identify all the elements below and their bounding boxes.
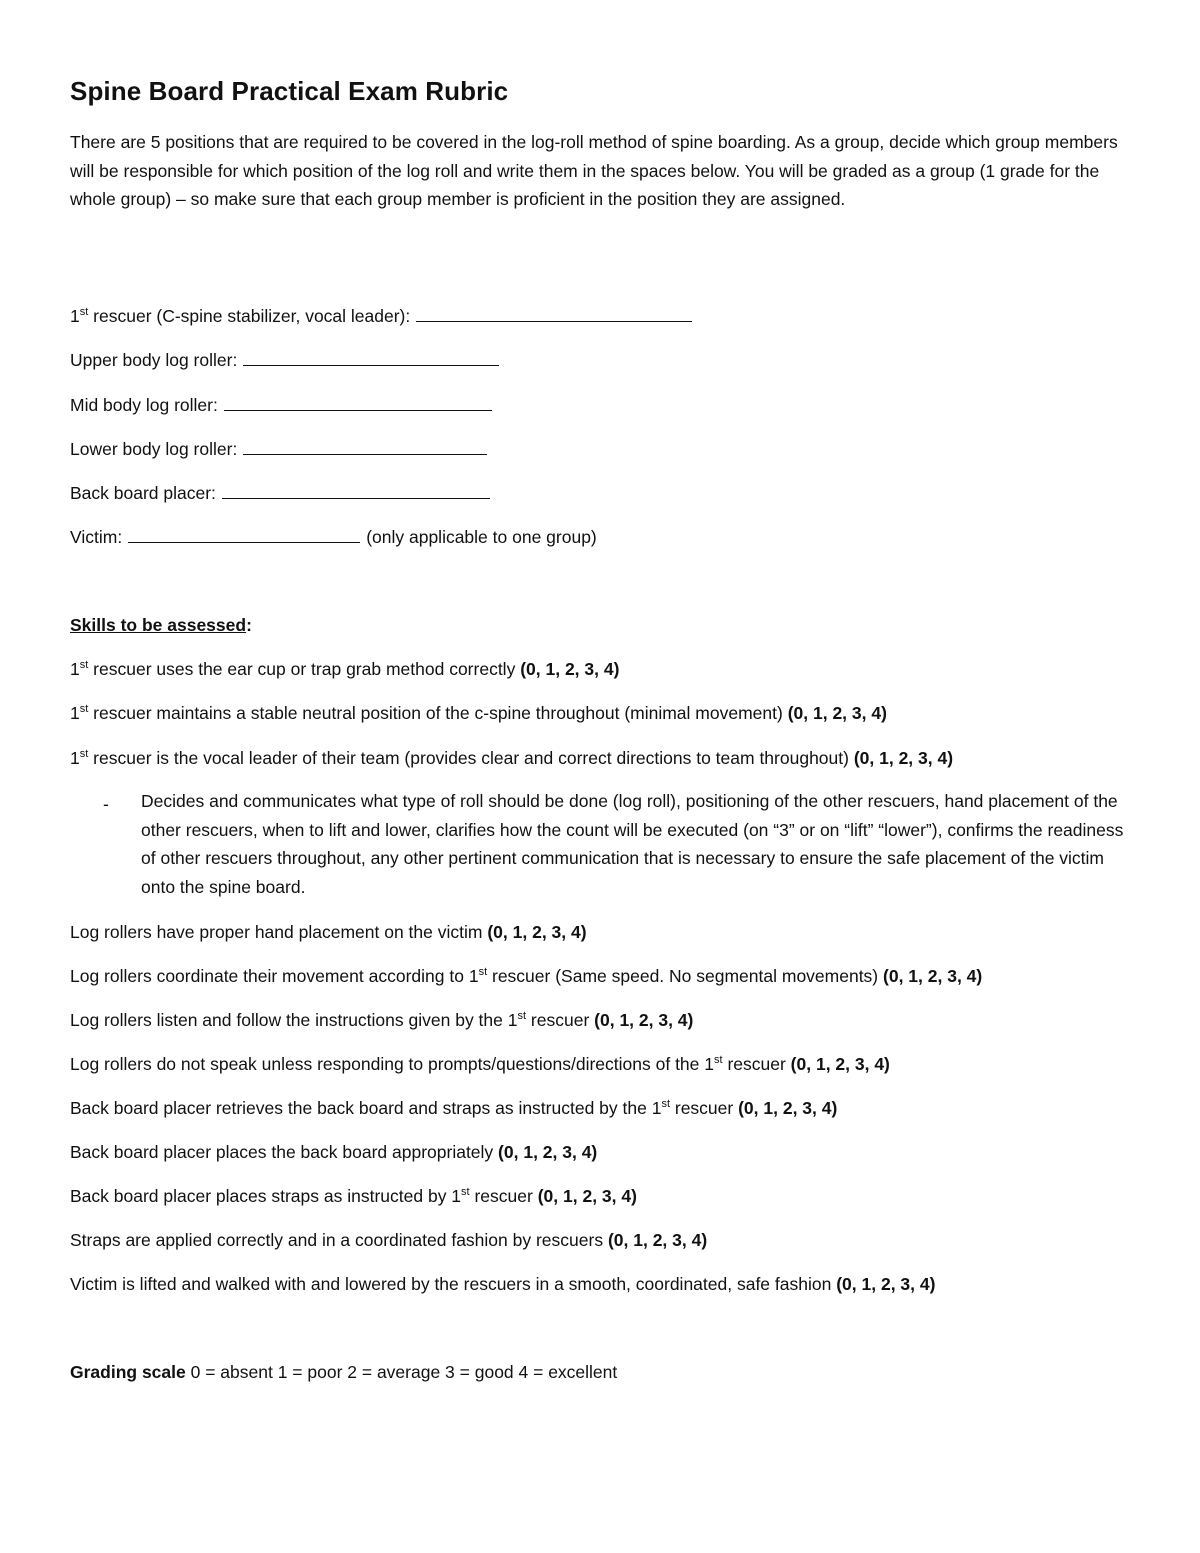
score-range: (0, 1, 2, 3, 4): [787, 703, 887, 723]
victim-blank[interactable]: [128, 526, 360, 543]
first-rescuer-blank[interactable]: [416, 305, 692, 322]
skill-item: Log rollers do not speak unless responding to prompts/questions/directions of the 1st rescuer (0, 1, 2, 3, 4): [70, 1054, 890, 1074]
score-range: (0, 1, 2, 3, 4): [883, 966, 983, 986]
skill-item: Log rollers have proper hand placement on the victim (0, 1, 2, 3, 4): [70, 922, 587, 942]
lower-body-blank[interactable]: [243, 438, 487, 455]
position-victim: Victim: (only applicable to one group): [70, 527, 597, 547]
position-first-rescuer: 1st rescuer (C-spine stabilizer, vocal leader):: [70, 304, 698, 328]
back-board-blank[interactable]: [222, 482, 490, 499]
upper-body-blank[interactable]: [243, 349, 499, 366]
skill-item: Victim is lifted and walked with and lowered by the rescuers in a smooth, coordinated, safe fashion (0, 1, 2, 3, 4): [70, 1274, 936, 1294]
skill-item: 1st rescuer uses the ear cup or trap grab method correctly (0, 1, 2, 3, 4): [70, 659, 620, 679]
score-range: (0, 1, 2, 3, 4): [537, 1186, 637, 1206]
score-range: (0, 1, 2, 3, 4): [520, 659, 620, 679]
intro-paragraph: There are 5 positions that are required to be covered in the log-roll method of spine boarding. As a group, decide which group members will be responsible for which position of the log roll and write them in the spaces below. You will be graded as a group (1 grade for the whole group) – so make sure that each group member is proficient in the position they are assigned.: [70, 132, 1118, 209]
skills-heading: Skills to be assessed:: [70, 615, 252, 635]
grading-scale-label: Grading scale: [70, 1362, 186, 1382]
skill-item: Straps are applied correctly and in a coordinated fashion by rescuers (0, 1, 2, 3, 4): [70, 1230, 708, 1250]
skill-item: Log rollers listen and follow the instructions given by the 1st rescuer (0, 1, 2, 3, 4): [70, 1010, 694, 1030]
score-range: (0, 1, 2, 3, 4): [607, 1230, 708, 1250]
score-range: (0, 1, 2, 3, 4): [487, 922, 587, 942]
score-range: (0, 1, 2, 3, 4): [738, 1098, 838, 1118]
score-range: (0, 1, 2, 3, 4): [836, 1274, 936, 1294]
skill-item: Back board placer retrieves the back board and straps as instructed by the 1st rescuer (0, 1, 2, 3, 4): [70, 1098, 838, 1118]
position-lower-body: Lower body log roller:: [70, 437, 493, 461]
position-mid-body: Mid body log roller:: [70, 393, 498, 417]
bullet-dash: -: [103, 794, 109, 814]
score-range: (0, 1, 2, 3, 4): [498, 1142, 598, 1162]
skill-item: Back board placer places straps as instructed by 1st rescuer (0, 1, 2, 3, 4): [70, 1186, 637, 1206]
position-upper-body: Upper body log roller:: [70, 348, 505, 372]
skill-item: 1st rescuer maintains a stable neutral position of the c-spine throughout (minimal movement) (0, 1, 2, 3, 4): [70, 703, 887, 723]
position-back-board: Back board placer:: [70, 481, 496, 505]
score-range: (0, 1, 2, 3, 4): [853, 748, 954, 768]
grading-scale-values: 0 = absent 1 = poor 2 = average 3 = good 4 = excellent: [190, 1362, 618, 1382]
mid-body-blank[interactable]: [224, 394, 492, 411]
skill-item: Back board placer places the back board appropriately (0, 1, 2, 3, 4): [70, 1142, 598, 1162]
score-range: (0, 1, 2, 3, 4): [790, 1054, 890, 1074]
vocal-leader-details: Decides and communicates what type of roll should be done (log roll), positioning of the other rescuers, hand placement of the other rescuers, when to lift and lower, clarifies how the count will be executed (on “3” or on “lift” “lower”), confirms the readiness of other rescuers throughout, any other pertinent communication that is necessary to ensure the safe placement of the victim onto the spine board.: [141, 791, 1124, 897]
skill-item: Log rollers coordinate their movement according to 1st rescuer (Same speed. No segmental movements) (0, 1, 2, 3, 4): [70, 966, 983, 986]
skill-item: 1st rescuer is the vocal leader of their team (provides clear and correct directions to team throughout) (0, 1, 2, 3, 4): [70, 748, 954, 768]
grading-scale: [70, 1360, 617, 1384]
page-title: Spine Board Practical Exam Rubric: [70, 76, 509, 106]
score-range: (0, 1, 2, 3, 4): [594, 1010, 694, 1030]
